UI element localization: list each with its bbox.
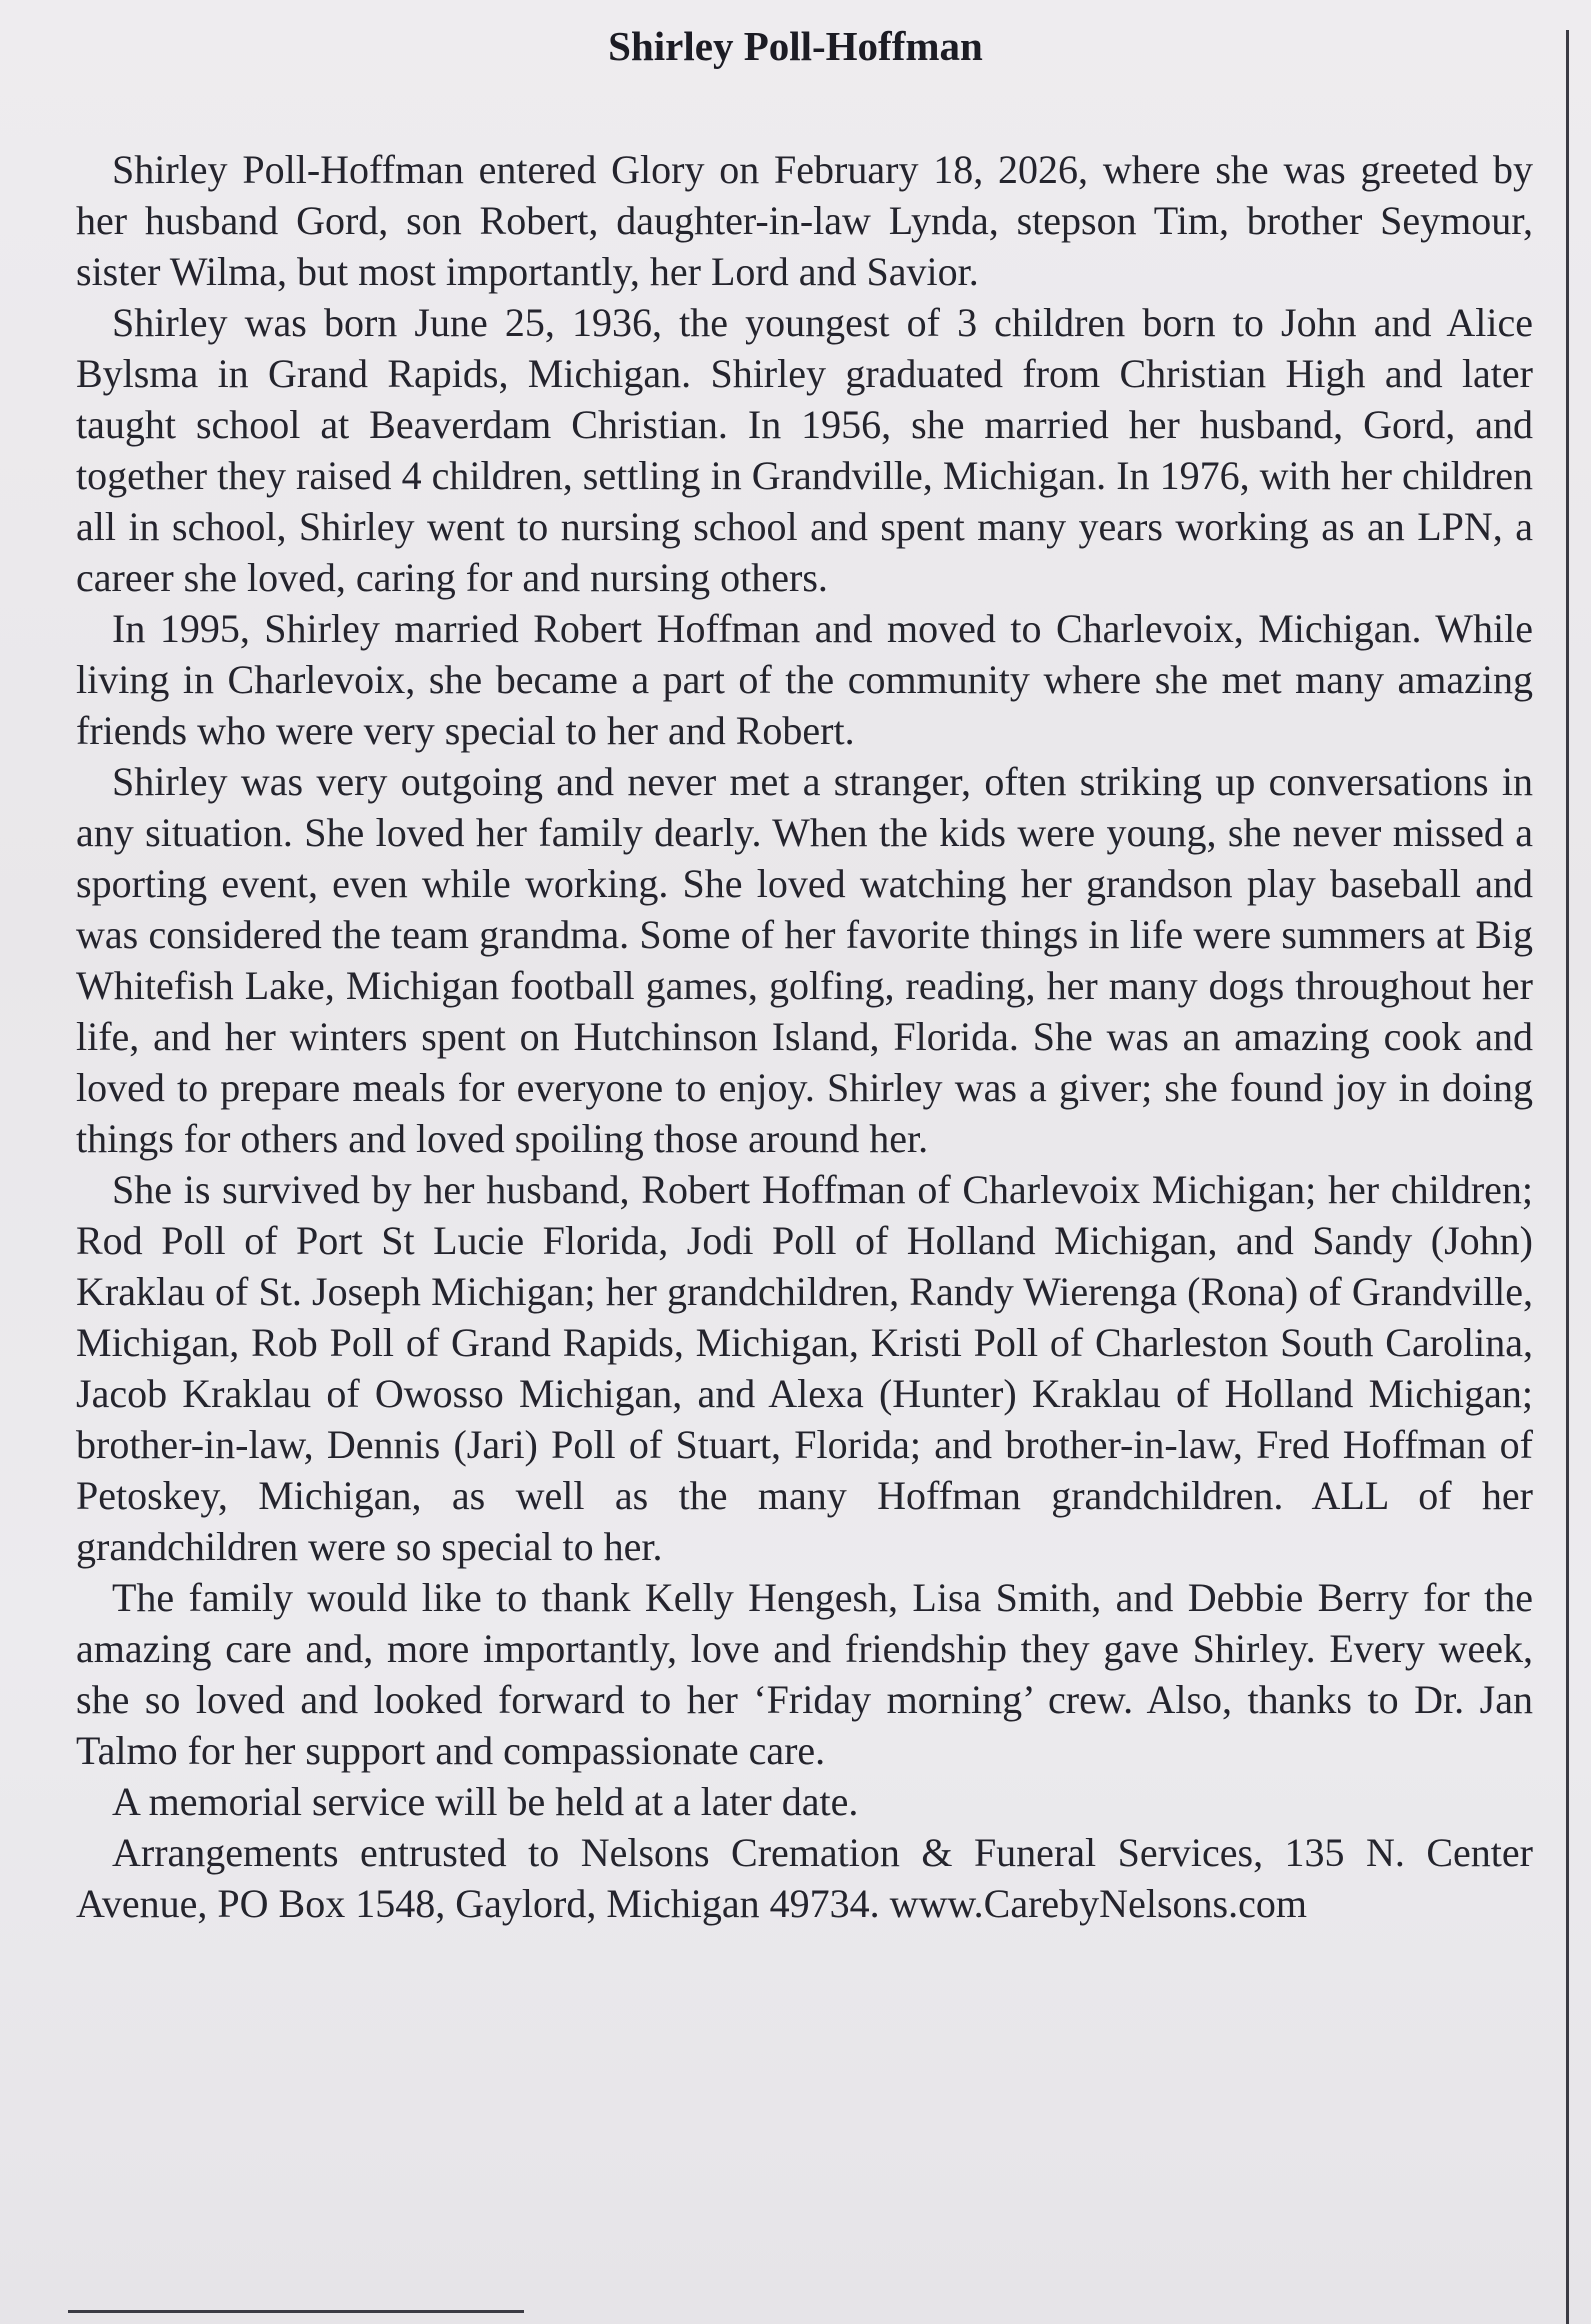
paragraph-personality: Shirley was very outgoing and never met a stranger, often striking up conversations in any situation. She loved her family dearly. When the kids were young, she never missed a sporting event, even while working. She loved watching her grandson play baseball and was considered the team grandma. Some of her favorite things in life were summers at Big Whitefish Lake, Michigan football games, golfing, reading, her many dogs throughout her life, and her winters spent on Hutchinson Island, Florida. She was an amazing cook and loved to prepare meals for everyone to enjoy. Shirley was a giver; she found joy in doing things for others and loved spoiling those around her. <box>76 759 1533 1161</box>
paragraph-early-life: Shirley was born June 25, 1936, the youngest of 3 children born to John and Alice Bylsma in Grand Rapids, Michigan. Shirley graduated from Christian High and later taught school at Beaverdam Christian. In 1956, she married her husband, Gord, and together they raised 4 children, settling in Grandville, Michigan. In 1976, with her children all in school, Shirley went to nursing school and spent many years working as an LPN, a career she loved, caring for and nursing others. <box>76 300 1533 600</box>
paragraph-thanks: The family would like to thank Kelly Hengesh, Lisa Smith, and Debbie Berry for the amazing care and, more importantly, love and friendship they gave Shirley. Every week, she so loved and looked forward to her ‘Friday morning’ crew. Also, thanks to Dr. Jan Talmo for her support and compassionate care. <box>76 1575 1533 1773</box>
obituary-title: Shirley Poll-Hoffman <box>608 23 983 69</box>
end-rule <box>68 2310 524 2313</box>
column-rule <box>1566 30 1569 2324</box>
paragraph-memorial-service: A memorial service will be held at a later date. <box>112 1779 859 1824</box>
paragraph-death-notice: Shirley Poll-Hoffman entered Glory on February 18, 2026, where she was greeted by her husband Gord, son Robert, daughter-in-law Lynda, stepson Tim, brother Seymour, sister Wilma, but most importantly, her Lord and Savior. <box>76 147 1533 294</box>
paragraph-survivors: She is survived by her husband, Robert Hoffman of Charlevoix Michigan; her children; Rod Poll of Port St Lucie Florida, Jodi Poll of Holland Michigan, and Sandy (John) Kraklau of St. Joseph Michigan; her grandchildren, Randy Wierenga (Rona) of Grandville, Michigan, Rob Poll of Grand Rapids, Michigan, Kristi Poll of Charleston South Carolina, Jacob Kraklau of Owosso Michigan, and Alexa (Hunter) Kraklau of Holland Michigan; brother-in-law, Dennis (Jari) Poll of Stuart, Florida; and brother-in-law, Fred Hoffman of Petoskey, Michigan, as well as the many Hoffman grandchildren. ALL of her grandchildren were so special to her. <box>76 1167 1533 1569</box>
paragraph-second-marriage: In 1995, Shirley married Robert Hoffman and moved to Charlevoix, Michigan. While living in Charlevoix, she became a part of the community where she met many amazing friends who were very special to her and Robert. <box>76 606 1533 753</box>
obituary-body <box>76 144 1533 1929</box>
paragraph-arrangements: Arrangements entrusted to Nelsons Cremation & Funeral Services, 135 N. Center Avenue, PO Box 1548, Gaylord, Michigan 49734. www.CarebyNelsons.com <box>76 1830 1533 1926</box>
